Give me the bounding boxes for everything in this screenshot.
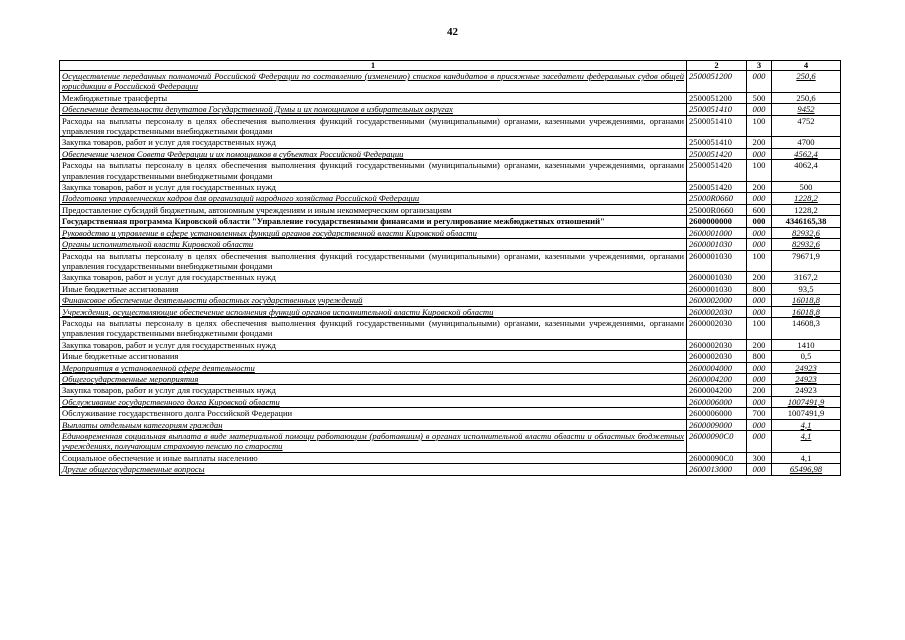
header-col-4: 4 — [772, 61, 841, 71]
row-name-cell — [60, 227, 687, 238]
row-code-cell — [687, 204, 747, 215]
row-code-cell — [687, 295, 747, 306]
table-row — [60, 137, 841, 148]
row-name-cell — [60, 339, 687, 350]
table-header-row — [60, 61, 841, 71]
row-vr-cell — [747, 216, 772, 227]
row-vr-cell — [747, 283, 772, 294]
row-name-cell-text: Социальное обеспечение и иные выплаты населению — [62, 452, 258, 463]
row-amount-cell — [772, 239, 841, 250]
row-vr-cell — [747, 204, 772, 215]
row-amount-cell — [772, 137, 841, 148]
row-vr-cell — [747, 104, 772, 115]
row-code-cell — [687, 239, 747, 250]
row-code-cell-text: 2600009000 — [689, 419, 732, 430]
row-name-cell-text: Обеспечение членов Совета Федерации и их помощников в субъектах Российской Федерации — [62, 148, 404, 159]
row-name-cell — [60, 385, 687, 396]
row-amount-cell — [772, 216, 841, 227]
row-name-cell — [60, 160, 687, 182]
row-amount-cell — [772, 227, 841, 238]
row-vr-cell-text: 600 — [752, 204, 766, 215]
row-amount-cell-text: 1228,2 — [794, 204, 818, 215]
row-vr-cell-text: 700 — [752, 408, 766, 419]
row-vr-cell-text: 200 — [752, 182, 766, 193]
row-code-cell-text: 2600002030 — [689, 351, 732, 362]
row-name-cell-text: Предоставление субсидий бюджетным, автономным учреждениям и иным некоммерческим организациям — [62, 204, 452, 215]
row-amount-cell — [772, 452, 841, 463]
row-amount-cell — [772, 351, 841, 362]
row-amount-cell-text: 82932,6 — [792, 239, 820, 250]
table-row — [60, 216, 841, 227]
row-code-cell — [687, 193, 747, 204]
row-name-cell-text: Расходы на выплаты персоналу в целях обеспечения выполнения функций государственными (муниципальными) органами, казенными учреждениями, органами управления государственными внебюджетными фондами — [62, 317, 684, 339]
table-row — [60, 283, 841, 294]
row-name-cell — [60, 431, 687, 453]
row-name-cell — [60, 71, 687, 93]
row-code-cell-text: 2600013000 — [689, 464, 732, 475]
row-vr-cell — [747, 137, 772, 148]
row-name-cell-text: Государственная программа Кировской области "Управление государственными финансами и регулирование межбюджетных отношений" — [62, 216, 605, 227]
row-vr-cell — [747, 295, 772, 306]
row-amount-cell — [772, 250, 841, 272]
row-name-cell-text: Обслуживание государственного долга Кировской области — [62, 396, 280, 407]
row-name-cell-text: Расходы на выплаты персоналу в целях обеспечения выполнения функций государственными (муниципальными) органами, казенными учреждениями, органами управления государственными внебюджетными фондами — [62, 115, 684, 137]
row-amount-cell-text: 4,1 — [800, 419, 812, 430]
row-name-cell — [60, 408, 687, 419]
row-name-cell — [60, 104, 687, 115]
row-code-cell — [687, 71, 747, 93]
row-code-cell — [687, 464, 747, 475]
row-vr-cell — [747, 250, 772, 272]
table-row — [60, 351, 841, 362]
row-amount-cell — [772, 104, 841, 115]
row-amount-cell — [772, 193, 841, 204]
row-amount-cell-text: 0,5 — [800, 351, 812, 362]
table-row — [60, 204, 841, 215]
row-code-cell-text: 2500051410 — [689, 104, 732, 115]
row-name-cell-text: Расходы на выплаты персоналу в целях обеспечения выполнения функций государственными (муниципальными) органами, казенными учреждениями, органами управления государственными внебюджетными фондами — [62, 250, 684, 271]
row-amount-cell — [772, 339, 841, 350]
row-code-cell-text: 25000R0660 — [689, 193, 733, 204]
row-vr-cell — [747, 193, 772, 204]
row-vr-cell-text: 200 — [752, 339, 766, 350]
row-amount-cell-text: 14608,3 — [792, 317, 820, 328]
row-amount-cell-text: 65496,98 — [789, 464, 823, 475]
table-row — [60, 373, 841, 384]
row-amount-cell-text: 1007491,9 — [787, 408, 825, 419]
row-amount-cell-text: 4,1 — [800, 431, 812, 441]
row-vr-cell — [747, 239, 772, 250]
row-vr-cell — [747, 385, 772, 396]
row-vr-cell — [747, 419, 772, 430]
row-code-cell — [687, 317, 747, 339]
row-code-cell — [687, 92, 747, 103]
row-code-cell — [687, 408, 747, 419]
row-name-cell-text: Иные бюджетные ассигнования — [62, 351, 179, 362]
row-amount-cell — [772, 385, 841, 396]
row-code-cell — [687, 272, 747, 283]
row-vr-cell-text: 100 — [752, 115, 766, 126]
row-code-cell — [687, 339, 747, 350]
row-code-cell-text: 2600004200 — [689, 385, 732, 396]
row-amount-cell-text: 16018,8 — [792, 306, 820, 317]
row-name-cell — [60, 193, 687, 204]
row-vr-cell-text: 000 — [752, 306, 766, 317]
row-code-cell-text: 26000090С0 — [689, 452, 734, 463]
row-amount-cell — [772, 464, 841, 475]
row-name-cell — [60, 272, 687, 283]
row-vr-cell — [747, 362, 772, 373]
row-code-cell — [687, 362, 747, 373]
row-code-cell — [687, 385, 747, 396]
row-vr-cell — [747, 71, 772, 93]
row-vr-cell-text: 200 — [752, 272, 766, 283]
row-code-cell-text: 2500051410 — [689, 137, 732, 148]
row-name-cell — [60, 204, 687, 215]
row-name-cell — [60, 250, 687, 272]
row-vr-cell-text: 100 — [752, 250, 766, 261]
row-vr-cell-text: 000 — [752, 396, 766, 407]
row-name-cell — [60, 452, 687, 463]
row-amount-cell — [772, 71, 841, 93]
row-vr-cell — [747, 227, 772, 238]
row-code-cell — [687, 351, 747, 362]
row-code-cell — [687, 419, 747, 430]
row-code-cell — [687, 306, 747, 317]
row-name-cell — [60, 362, 687, 373]
row-code-cell-text: 2600002030 — [689, 339, 732, 350]
row-amount-cell-text: 4,1 — [800, 452, 812, 463]
row-vr-cell-text: 000 — [752, 373, 766, 384]
row-vr-cell-text: 800 — [752, 283, 766, 294]
row-amount-cell — [772, 362, 841, 373]
row-name-cell — [60, 351, 687, 362]
table-row — [60, 464, 841, 475]
row-name-cell — [60, 306, 687, 317]
row-name-cell-text: Осуществление переданных полномочий Российской Федерации по составлению (изменению) списков кандидатов в присяжные заседатели федеральных судов общей юрисдикции в Российской Федерации — [62, 71, 684, 92]
row-name-cell — [60, 182, 687, 193]
row-code-cell-text: 2600004000 — [689, 362, 732, 373]
row-vr-cell-text: 000 — [752, 227, 766, 238]
row-vr-cell-text: 200 — [752, 137, 766, 148]
page-number: 42 — [447, 26, 458, 38]
row-vr-cell — [747, 160, 772, 182]
row-amount-cell-text: 93,5 — [798, 283, 814, 294]
row-name-cell — [60, 396, 687, 407]
row-amount-cell — [772, 419, 841, 430]
row-vr-cell — [747, 373, 772, 384]
row-amount-cell — [772, 204, 841, 215]
row-code-cell — [687, 182, 747, 193]
row-vr-cell-text: 000 — [752, 104, 766, 115]
row-amount-cell-text: 1410 — [797, 339, 815, 350]
row-amount-cell — [772, 396, 841, 407]
row-amount-cell — [772, 373, 841, 384]
row-amount-cell-text: 4562,4 — [794, 148, 818, 159]
table-row — [60, 385, 841, 396]
header-col-2: 2 — [687, 61, 747, 71]
row-vr-cell-text: 000 — [752, 71, 766, 81]
row-code-cell-text: 2500051420 — [689, 182, 732, 193]
row-code-cell-text: 2600000000 — [689, 216, 732, 227]
row-name-cell — [60, 295, 687, 306]
row-code-cell-text: 2500051410 — [689, 115, 732, 126]
row-code-cell — [687, 373, 747, 384]
row-amount-cell-text: 4700 — [797, 137, 815, 148]
row-name-cell-text: Учреждения, осуществляющие обеспечение исполнения функций органов исполнительной власти Кировской области — [62, 306, 494, 317]
row-name-cell — [60, 373, 687, 384]
row-code-cell — [687, 396, 747, 407]
row-code-cell — [687, 250, 747, 272]
row-code-cell-text: 2600001030 — [689, 272, 732, 283]
row-code-cell — [687, 452, 747, 463]
row-amount-cell-text: 250,6 — [796, 92, 816, 103]
table-row — [60, 408, 841, 419]
row-vr-cell-text: 000 — [752, 431, 766, 441]
row-amount-cell — [772, 148, 841, 159]
table-row — [60, 295, 841, 306]
row-vr-cell — [747, 351, 772, 362]
row-amount-cell-text: 24923 — [795, 373, 817, 384]
row-name-cell — [60, 317, 687, 339]
row-name-cell — [60, 92, 687, 103]
row-code-cell — [687, 115, 747, 137]
row-name-cell-text: Обслуживание государственного долга Российской Федерации — [62, 408, 293, 419]
row-vr-cell — [747, 182, 772, 193]
table-row — [60, 92, 841, 103]
row-vr-cell — [747, 396, 772, 407]
row-vr-cell — [747, 272, 772, 283]
row-code-cell-text: 2600006000 — [689, 408, 732, 419]
row-amount-cell — [772, 283, 841, 294]
table-row — [60, 452, 841, 463]
row-amount-cell-text: 82932,6 — [792, 227, 820, 238]
row-name-cell-text: Мероприятия в установленной сфере деятельности — [62, 362, 255, 373]
row-code-cell-text: 2500051200 — [689, 92, 732, 103]
row-name-cell-text: Обеспечение деятельности депутатов Государственной Думы и их помощников в избирательных округах — [62, 104, 453, 115]
row-vr-cell-text: 000 — [752, 419, 766, 430]
row-vr-cell-text: 300 — [752, 452, 766, 463]
budget-table — [59, 60, 841, 476]
row-name-cell-text: Выплаты отдельным категориям граждан — [62, 419, 223, 430]
row-name-cell-text: Подготовка управленческих кадров для организаций народного хозяйства Российской Федерации — [62, 193, 420, 204]
table-row — [60, 317, 841, 339]
row-vr-cell — [747, 92, 772, 103]
table-row — [60, 227, 841, 238]
row-amount-cell — [772, 431, 841, 453]
table-row — [60, 272, 841, 283]
row-amount-cell-text: 1228,2 — [794, 193, 818, 204]
row-name-cell-text: Единовременная социальная выплата в виде материальной помощи работающим (работавшим) в органах исполнительной власти области и областных бюджетных учреждениях, получающим страховую пенсию по старости — [62, 431, 684, 452]
header-col-1: 1 — [60, 61, 687, 71]
table-row — [60, 431, 841, 453]
row-code-cell — [687, 104, 747, 115]
row-amount-cell-text: 4752 — [797, 115, 815, 126]
row-amount-cell-text: 4346165,38 — [785, 216, 827, 227]
row-code-cell — [687, 283, 747, 294]
table-row — [60, 362, 841, 373]
row-code-cell — [687, 216, 747, 227]
row-vr-cell — [747, 306, 772, 317]
table-row — [60, 182, 841, 193]
row-amount-cell-text: 500 — [799, 182, 813, 193]
table-row — [60, 419, 841, 430]
row-vr-cell-text: 100 — [752, 317, 766, 328]
row-vr-cell-text: 000 — [752, 216, 766, 227]
row-amount-cell-text: 250,6 — [796, 71, 816, 81]
row-amount-cell-text: 24923 — [795, 362, 817, 373]
row-vr-cell-text: 000 — [752, 148, 766, 159]
row-vr-cell — [747, 317, 772, 339]
row-code-cell-text: 2600001030 — [689, 250, 732, 261]
row-vr-cell — [747, 464, 772, 475]
row-name-cell — [60, 115, 687, 137]
row-vr-cell — [747, 148, 772, 159]
row-vr-cell-text: 000 — [752, 193, 766, 204]
row-vr-cell-text: 800 — [752, 351, 766, 362]
row-vr-cell-text: 200 — [752, 385, 766, 396]
row-name-cell-text: Иные бюджетные ассигнования — [62, 283, 179, 294]
table-row — [60, 250, 841, 272]
row-name-cell — [60, 216, 687, 227]
row-code-cell-text: 2600001000 — [689, 227, 732, 238]
row-name-cell-text: Другие общегосударственные вопросы — [62, 464, 205, 475]
row-code-cell — [687, 227, 747, 238]
row-name-cell — [60, 239, 687, 250]
row-code-cell-text: 2600001030 — [689, 239, 732, 250]
row-name-cell — [60, 137, 687, 148]
row-amount-cell — [772, 115, 841, 137]
table-row — [60, 239, 841, 250]
row-amount-cell-text: 9452 — [797, 104, 815, 115]
table-row — [60, 339, 841, 350]
row-amount-cell — [772, 92, 841, 103]
row-amount-cell-text: 24923 — [795, 385, 817, 396]
row-vr-cell — [747, 408, 772, 419]
row-name-cell-text: Закупка товаров, работ и услуг для государственных нужд — [62, 385, 276, 396]
row-code-cell-text: 2500051420 — [689, 160, 732, 171]
row-name-cell-text: Закупка товаров, работ и услуг для государственных нужд — [62, 272, 276, 283]
row-name-cell-text: Общегосударственные мероприятия — [62, 373, 199, 384]
row-code-cell-text: 2600002030 — [689, 306, 732, 317]
row-name-cell-text: Расходы на выплаты персоналу в целях обеспечения выполнения функций государственными (муниципальными) органами, казенными учреждениями, органами управления государственными внебюджетными фондами — [62, 160, 684, 181]
row-amount-cell-text: 4062,4 — [794, 160, 818, 171]
row-vr-cell — [747, 452, 772, 463]
row-name-cell-text: Межбюджетные трансферты — [62, 92, 168, 103]
row-name-cell-text: Закупка товаров, работ и услуг для государственных нужд — [62, 182, 276, 193]
table-row — [60, 396, 841, 407]
row-amount-cell-text: 1007491,9 — [787, 396, 825, 407]
row-code-cell — [687, 431, 747, 453]
row-vr-cell-text: 000 — [752, 464, 766, 475]
row-amount-cell — [772, 295, 841, 306]
row-vr-cell-text: 000 — [752, 239, 766, 250]
row-name-cell-text: Закупка товаров, работ и услуг для государственных нужд — [62, 339, 276, 350]
row-amount-cell-text: 3167,2 — [794, 272, 818, 283]
row-amount-cell-text: 79671,9 — [792, 250, 820, 261]
row-code-cell-text: 26000090С0 — [689, 431, 734, 441]
row-name-cell-text: Органы исполнительной власти Кировской области — [62, 239, 254, 250]
row-name-cell-text: Руководство и управление в сфере установленных функций органов государственной власти Кировской области — [62, 227, 477, 238]
row-name-cell — [60, 148, 687, 159]
row-name-cell-text: Финансовое обеспечение деятельности областных государственных учреждений — [62, 295, 363, 306]
table-row — [60, 148, 841, 159]
table-row — [60, 115, 841, 137]
row-code-cell-text: 2600004200 — [689, 373, 732, 384]
row-code-cell-text: 2500051200 — [689, 71, 732, 81]
row-amount-cell-text: 16018,8 — [792, 295, 820, 306]
row-code-cell — [687, 137, 747, 148]
table-row — [60, 306, 841, 317]
row-code-cell-text: 2600006000 — [689, 396, 732, 407]
row-code-cell-text: 25000R0660 — [689, 204, 734, 215]
row-vr-cell — [747, 115, 772, 137]
row-code-cell — [687, 148, 747, 159]
table-row — [60, 104, 841, 115]
row-amount-cell — [772, 306, 841, 317]
row-amount-cell — [772, 317, 841, 339]
row-code-cell-text: 2600002030 — [689, 317, 732, 328]
row-code-cell — [687, 160, 747, 182]
row-amount-cell — [772, 160, 841, 182]
row-name-cell — [60, 419, 687, 430]
table-row — [60, 160, 841, 182]
row-code-cell-text: 2600002000 — [689, 295, 732, 306]
row-code-cell-text: 2500051420 — [689, 148, 732, 159]
row-vr-cell-text: 500 — [752, 92, 766, 103]
row-amount-cell — [772, 182, 841, 193]
row-amount-cell — [772, 272, 841, 283]
table-row — [60, 193, 841, 204]
row-vr-cell — [747, 431, 772, 453]
row-code-cell-text: 2600001030 — [689, 283, 732, 294]
row-amount-cell — [772, 408, 841, 419]
row-vr-cell — [747, 339, 772, 350]
row-vr-cell-text: 100 — [752, 160, 766, 171]
header-col-3: 3 — [747, 61, 772, 71]
row-name-cell-text: Закупка товаров, работ и услуг для государственных нужд — [62, 137, 276, 148]
row-name-cell — [60, 283, 687, 294]
row-name-cell — [60, 464, 687, 475]
row-vr-cell-text: 000 — [752, 295, 766, 306]
row-vr-cell-text: 000 — [752, 362, 766, 373]
table-row — [60, 71, 841, 93]
